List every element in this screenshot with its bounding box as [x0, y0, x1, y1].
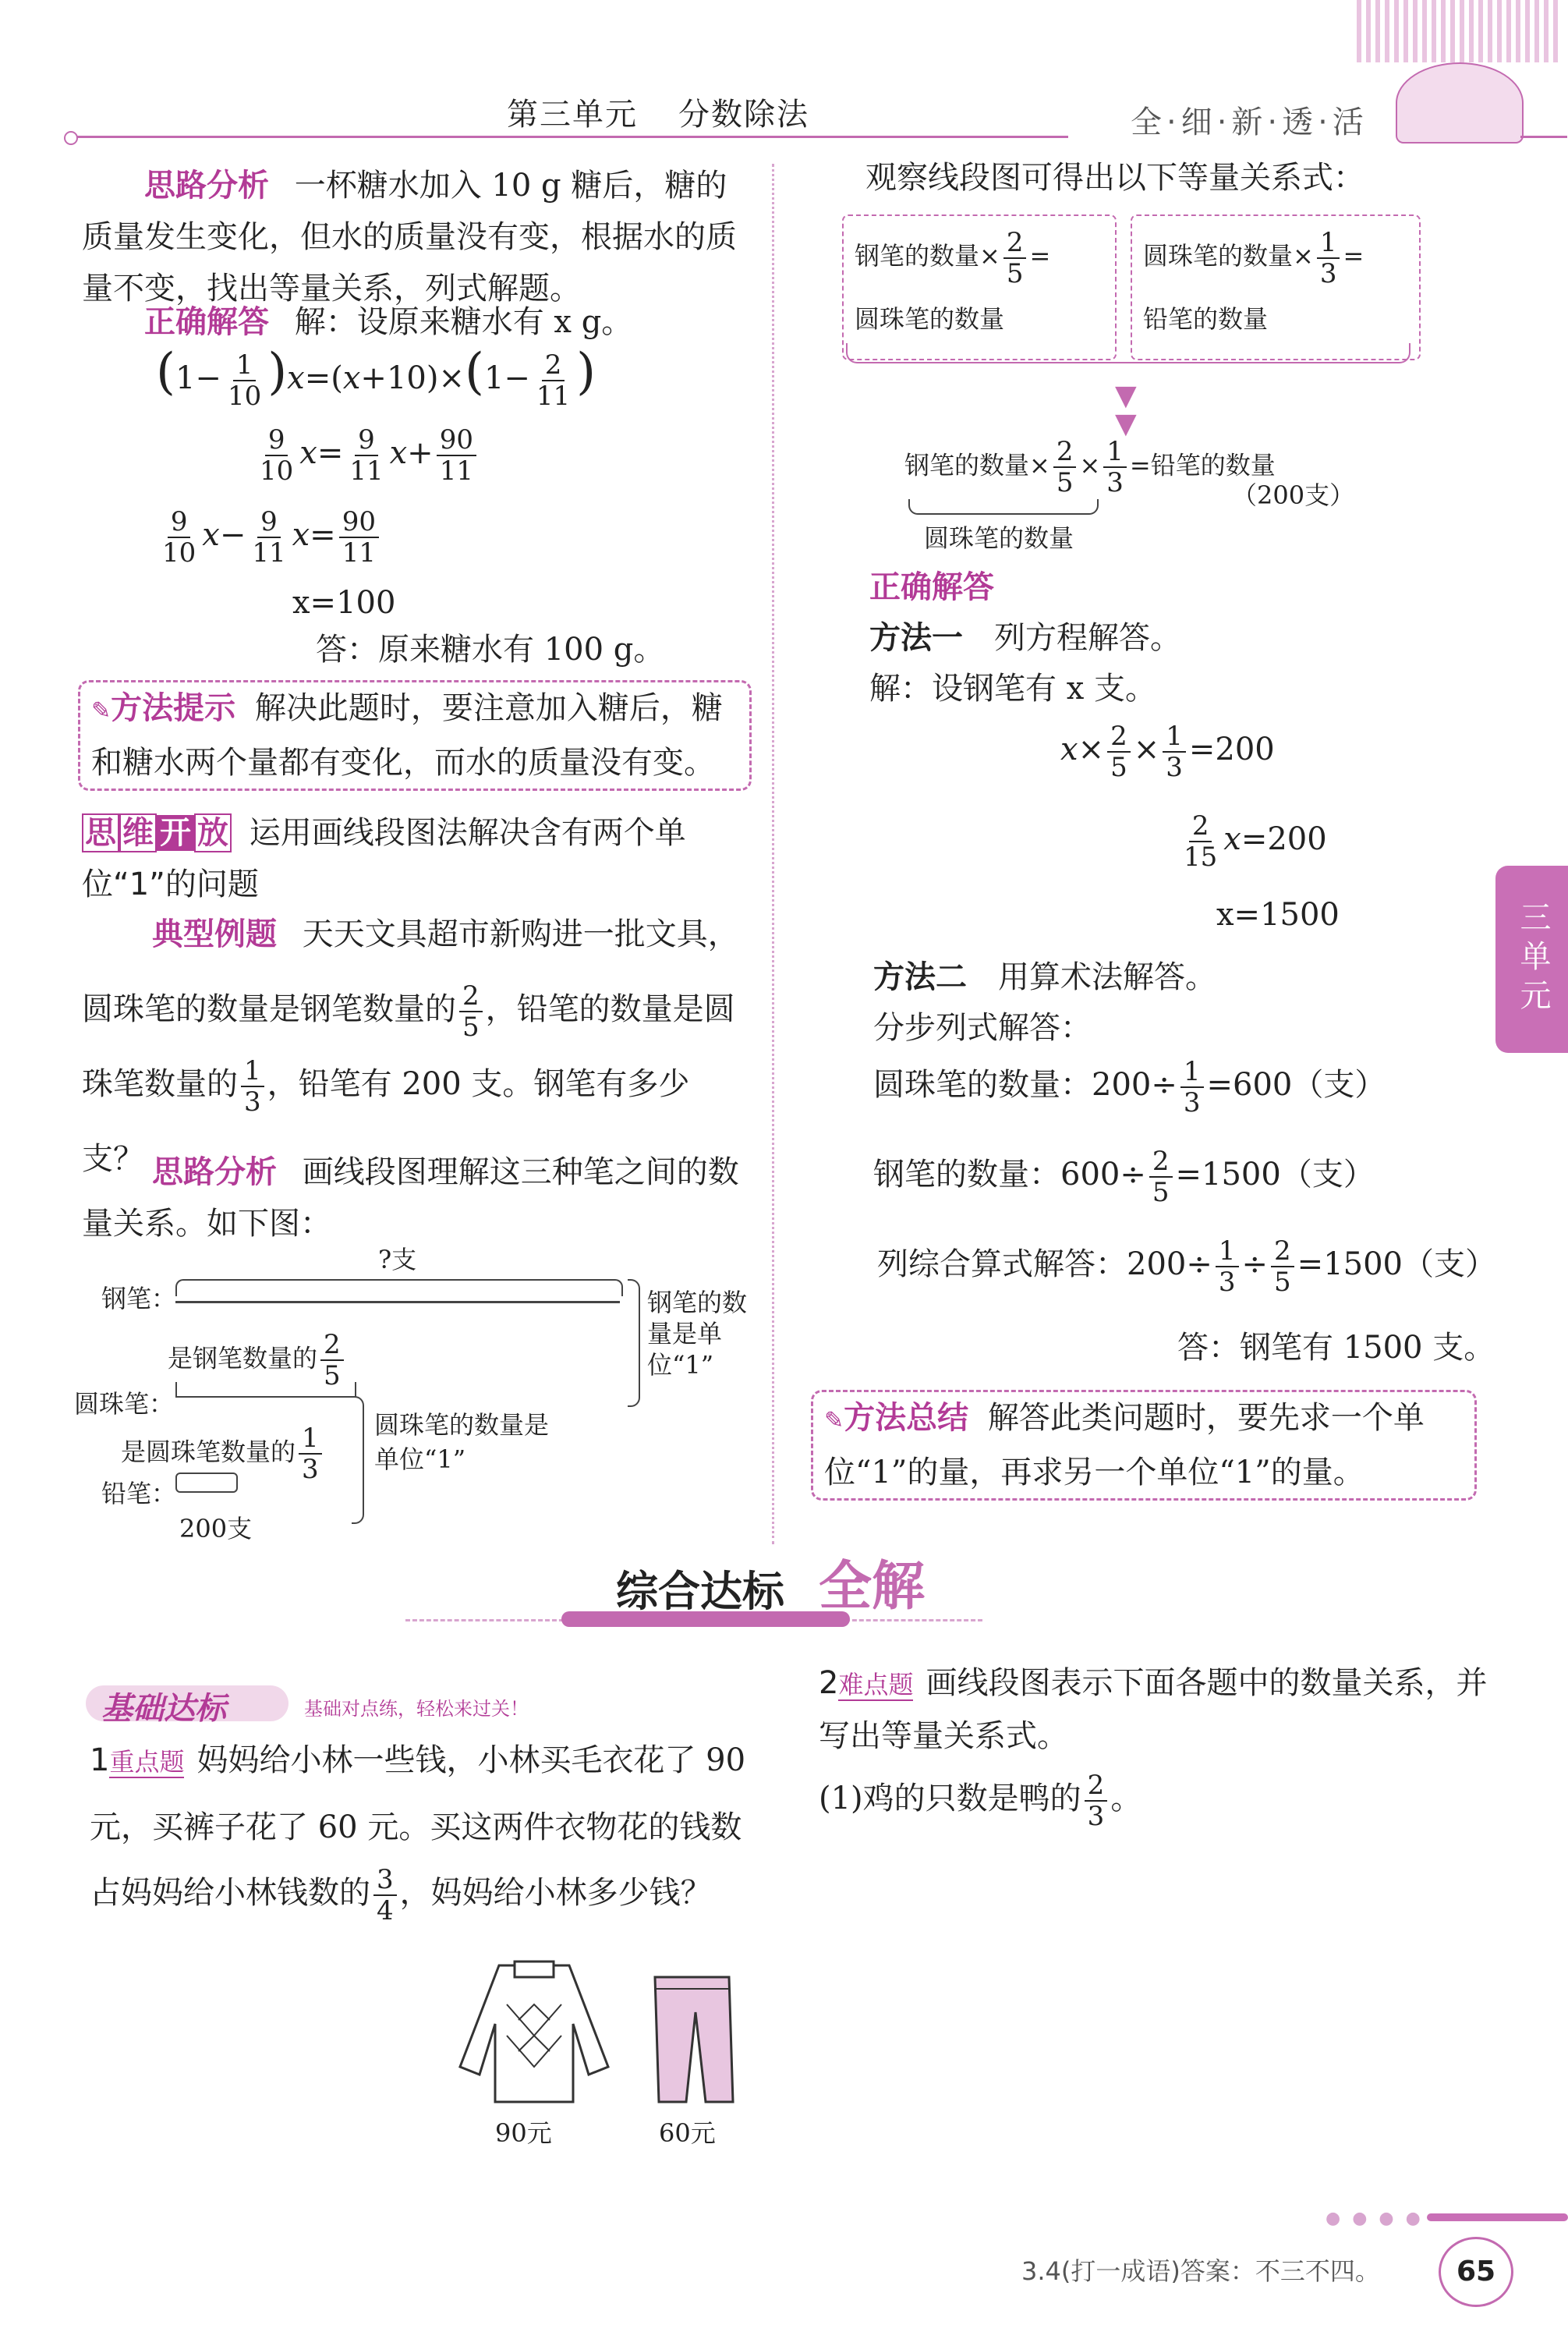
- basic-sub: 基础对点练，轻松来过关！: [304, 1698, 529, 1720]
- method1-intro: 解：设钢笔有 x 支。: [869, 671, 1156, 707]
- analysis-label: 思路分析: [144, 168, 269, 204]
- combo-text-b: =铅笔的数量: [1129, 450, 1276, 480]
- relation-brace: [846, 343, 1410, 363]
- page-number-text: 65: [1456, 2256, 1496, 2288]
- thinking-open: [82, 807, 745, 910]
- page-number: [1439, 2237, 1513, 2307]
- unit-title: 第三单元: [507, 97, 638, 133]
- pants-price: 60元: [659, 2118, 716, 2148]
- equation-1: (1− $\frac{1}{10}$ )x=(x+10)×(1− $\frac{2}{11}$ ): [156, 343, 596, 412]
- answer-label-2: 正确解答: [869, 569, 994, 605]
- analysis2-label: 思路分析: [152, 1154, 277, 1190]
- ball-unit-brace: [352, 1396, 364, 1524]
- analysis-text: 一杯糖水加入 10 g 糖后，糖的质量发生变化，但水的质量没有变，根据水的质量不变，找出等量关系，列式解题。: [82, 168, 737, 307]
- q2-sub-text: (1)鸡的只数是鸭的: [819, 1781, 1081, 1816]
- section-title-b: 全解: [819, 1556, 926, 1618]
- observe-line: 观察线段图可得出以下等量关系式：: [865, 160, 1364, 196]
- open-text: 运用画线段图法解决含有两个单位“1”的问题: [82, 815, 686, 902]
- basic-badge: [86, 1681, 585, 1727]
- open-char-1: 思: [82, 813, 119, 852]
- method1-eq2: $\frac{2}{15}$ x=200: [1184, 810, 1327, 873]
- combo-brace: [908, 499, 1099, 515]
- book-logo-icon: [1396, 62, 1524, 144]
- method-summary-label: 方法总结: [844, 1400, 969, 1436]
- combo-text-d: 圆珠笔的数量: [924, 523, 1074, 553]
- combo-text-a: 钢笔的数量×: [904, 450, 1050, 480]
- analysis-paragraph: [82, 160, 737, 314]
- method2-line: [873, 952, 1216, 1003]
- method-summary-text: 解答此类问题时，要先求一个单位“1”的量，再求另一个单位“1”的量。: [824, 1400, 1425, 1490]
- pencil-count: 200支: [179, 1514, 253, 1543]
- ball-note: 是钢笔数量的 $\frac{2}{5}$: [168, 1330, 347, 1391]
- section-title-a: 综合达标: [616, 1567, 784, 1616]
- analysis2-paragraph: [82, 1146, 745, 1249]
- method1-eq1: x× $\frac{2}{5}$ × $\frac{1}{3}$ =200: [1060, 721, 1275, 783]
- pen-brace: [175, 1279, 623, 1296]
- q2-text: 画线段图表示下面各题中的数量关系，并写出等量关系式。: [819, 1665, 1488, 1754]
- pen-unit-note: 钢笔的数量是单位“1”: [647, 1288, 748, 1380]
- method2-ball-result: =600（支）: [1206, 1067, 1386, 1103]
- header-dot: [64, 131, 78, 145]
- side-tab: [1495, 866, 1568, 1053]
- pen-unit-brace: [628, 1279, 640, 1407]
- pants-icon: [647, 1969, 741, 2110]
- open-char-3: 开: [157, 815, 194, 851]
- method2-label: 方法二: [873, 959, 967, 995]
- answer-2: 答：钢笔有 1500 支。: [1177, 1330, 1495, 1366]
- footer-riddle: 3.4(打一成语)答案：不三不四。: [1021, 2256, 1380, 2286]
- equation-3: $\frac{9}{10}$ x− $\frac{9}{11}$ x= $\frac{90}{11}$: [156, 507, 382, 568]
- arrow-down-icon: ▼ ▼: [1115, 380, 1137, 440]
- example-paragraph: 典型例题 天天文具超市新购进一批文具，圆珠笔的数量是钢笔数量的 $\frac{2}{5}$ ，铅笔的数量是圆珠笔数量的 $\frac{1}{3}$ ，铅笔有 200 支。钢笔有多少支？: [82, 916, 739, 1177]
- header-line: [70, 136, 1068, 138]
- ball-note-text: 是钢笔数量的: [168, 1343, 318, 1373]
- pencil-note: 是圆珠笔数量的 $\frac{1}{3}$: [121, 1423, 325, 1484]
- method-tip-box: [78, 680, 752, 791]
- box1-text-b: 圆珠笔的数量: [855, 303, 1005, 334]
- series-slogan: 全·细·新·透·活: [1131, 105, 1368, 140]
- pencil-segment: [175, 1473, 238, 1493]
- method2-combo: 列综合算式解答：200÷ $\frac{1}{3}$ ÷ $\frac{2}{5}$ =1500（支）: [877, 1235, 1496, 1298]
- method1-eq3: x=1500: [1216, 897, 1340, 933]
- combo-count: （200支）: [1232, 480, 1355, 510]
- footer-dots: ● ● ● ●: [1326, 2209, 1424, 2228]
- pen-label: 钢笔：: [101, 1284, 177, 1313]
- method1-label: 方法一: [869, 620, 963, 656]
- q2-tag: 难点题: [838, 1670, 914, 1699]
- method-summary-box: [811, 1390, 1477, 1501]
- q1-text-a: 妈妈给小林一些钱，小林买毛衣花了 90 元，买裤子花了 60 元。买这两件衣物花的钱数占妈妈给小林钱数的: [90, 1742, 746, 1911]
- method2-pen-result: =1500（支）: [1175, 1157, 1375, 1193]
- sweater-icon: [452, 1950, 616, 2114]
- pencil-note-text: 是圆珠笔数量的: [121, 1437, 296, 1467]
- pen-segment: [175, 1301, 620, 1303]
- example-text-c: ，铅笔有 200 支。钢笔有多少支？: [82, 1066, 690, 1177]
- pencil-label: 铅笔：: [101, 1479, 177, 1508]
- open-char-4: 放: [194, 813, 232, 852]
- method1-line: [869, 612, 1181, 664]
- section-heading: [405, 1552, 982, 1630]
- box1-text-a: 钢笔的数量×: [855, 241, 1000, 271]
- relation-box-2: 圆珠笔的数量× $\frac{1}{3}$ = 铅笔的数量: [1131, 214, 1421, 360]
- method2-text: 用算术法解答。: [998, 959, 1216, 995]
- combined-relation: 钢笔的数量× $\frac{2}{5}$ × $\frac{1}{3}$ =铅笔的数量 （200支） 圆珠笔的数量: [904, 436, 1355, 553]
- relation-box-1: 钢笔的数量× $\frac{2}{5}$ = 圆珠笔的数量: [842, 214, 1117, 360]
- method2-ball-text: 圆珠笔的数量：200÷: [873, 1067, 1177, 1103]
- open-badge: [82, 807, 232, 859]
- q1-tag: 重点题: [109, 1747, 185, 1777]
- answer-label: 正确解答: [144, 304, 269, 340]
- method-tip-label: 方法提示: [111, 690, 236, 726]
- question-2-sub: (1)鸡的只数是鸭的 $\frac{2}{3}$ 。: [819, 1770, 1142, 1832]
- method2-step: 分步列式解答：: [873, 1010, 1092, 1046]
- q1-number: 1: [90, 1742, 110, 1778]
- box2-text-a: 圆珠笔的数量×: [1143, 241, 1314, 271]
- method2-combo-text: 列综合算式解答：200÷: [877, 1246, 1212, 1282]
- equation-4-text: x=100: [292, 585, 396, 621]
- method-tip-text: 解决此题时，要注意加入糖后，糖和糖水两个量都有变化，而水的质量没有变。: [91, 690, 723, 781]
- header-stripes: [1357, 0, 1559, 62]
- pen-total-label: ?支: [378, 1245, 417, 1274]
- basic-label: 基础达标: [101, 1691, 226, 1727]
- pencil-icon-2: ✎: [824, 1407, 844, 1434]
- segment-diagram: [74, 1240, 760, 1544]
- section-title: 分数除法: [678, 97, 809, 133]
- header-right-line: [1520, 136, 1567, 138]
- pencil-icon: ✎: [91, 697, 111, 725]
- method2-combo-result: =1500（支）: [1297, 1246, 1496, 1282]
- example-text-a: 天天文具超市新购进一批文具，圆珠笔的数量是钢笔数量的: [82, 916, 739, 1027]
- sweater-price: 90元: [495, 2118, 552, 2148]
- analysis2-text: 画线段图理解这三种笔之间的数量关系。如下图：: [82, 1154, 739, 1242]
- q1-text-b: ，妈妈给小林多少钱？: [399, 1875, 712, 1911]
- ball-segment: [175, 1382, 356, 1398]
- header-bar: [70, 86, 1567, 140]
- answer-intro-line: [144, 296, 737, 348]
- footer-line: [1427, 2213, 1568, 2221]
- equation-4: [292, 585, 395, 621]
- example-label: 典型例题: [152, 916, 277, 952]
- question-2: [819, 1657, 1489, 1762]
- ball-label: 圆珠笔：: [74, 1389, 175, 1419]
- method2-pen: 钢笔的数量：600÷ $\frac{2}{5}$ =1500（支）: [873, 1146, 1375, 1208]
- example-text-b: ，铅笔的数量是圆珠笔数量的: [82, 991, 735, 1102]
- answer-intro: 解：设原来糖水有 x g。: [294, 304, 633, 340]
- ball-unit-note: 圆珠笔的数量是单位“1”: [374, 1410, 550, 1474]
- method2-ball: 圆珠笔的数量：200÷ $\frac{1}{3}$ =600（支）: [873, 1056, 1386, 1118]
- open-char-2: 维: [119, 813, 157, 852]
- column-divider: [772, 164, 774, 1544]
- question-1: 1重点题 妈妈给小林一些钱，小林买毛衣花了 90 元，买裤子花了 60 元。买这两件衣物花的钱数占妈妈给小林钱数的 $\frac{3}{4}$ ，妈妈给小林多少钱？: [90, 1742, 746, 1926]
- equation-2: $\frac{9}{10}$ x= $\frac{9}{11}$ x+ $\frac{90}{11}$: [253, 425, 480, 486]
- method1-text: 列方程解答。: [994, 620, 1181, 656]
- q2-number: 2: [819, 1665, 839, 1701]
- side-tab-label: 三单元: [1515, 901, 1551, 1018]
- box2-text-b: 铅笔的数量: [1143, 303, 1269, 334]
- answer-1: 答：原来糖水有 100 g。: [316, 632, 665, 668]
- method2-pen-text: 钢笔的数量：600÷: [873, 1157, 1146, 1193]
